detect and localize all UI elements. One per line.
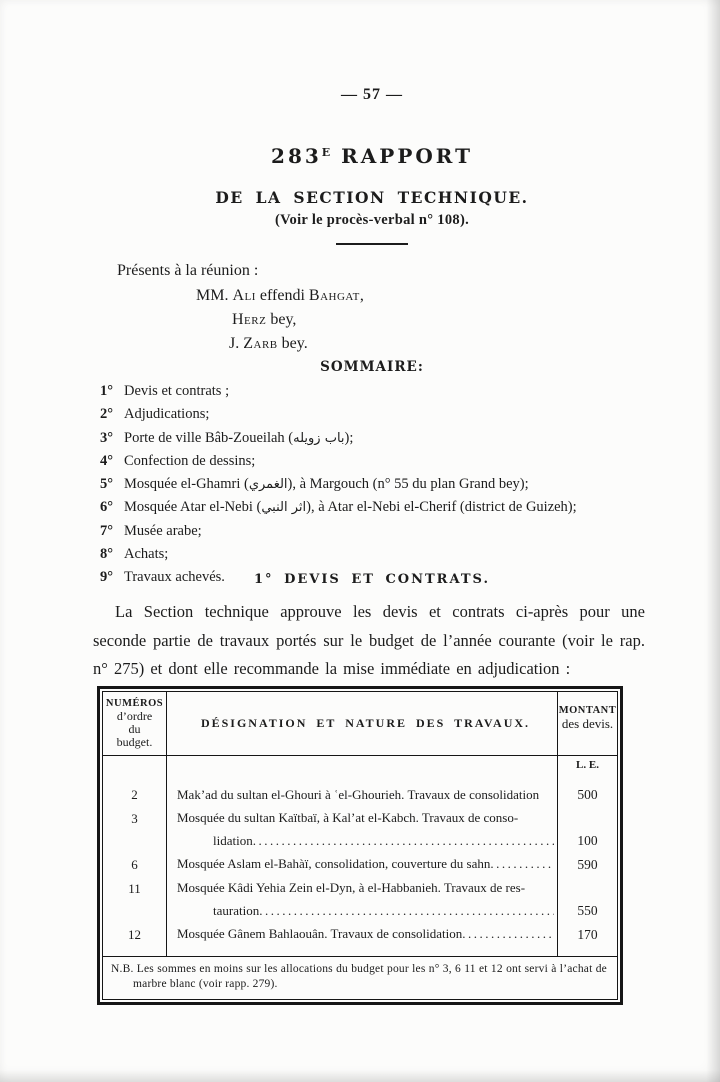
devis-table xyxy=(97,686,623,1005)
item-text: Devis et contrats ; xyxy=(124,383,230,399)
designation-text: Mosquée Kâdi Yehia Zein el-Dyn, à el-Habbanieh. Travaux de res- xyxy=(177,880,526,895)
item-text: ); xyxy=(344,429,354,446)
item-number: 4° xyxy=(100,452,114,469)
currency-subheader-row xyxy=(103,756,617,777)
dot-leader xyxy=(462,922,554,945)
header-line: budget. xyxy=(116,735,153,749)
sommaire-heading: SOMMAIRE: xyxy=(320,359,424,375)
dot-leader xyxy=(259,899,554,922)
designation-cell xyxy=(167,806,557,852)
table-row xyxy=(103,806,617,852)
item-arabic-text: باب زويله xyxy=(293,430,345,446)
item-text: Mosquée el-Ghamri ( xyxy=(124,476,249,493)
dot-leader xyxy=(490,852,554,875)
attendee-middle: effendi xyxy=(255,287,309,304)
column-header-montant xyxy=(557,692,617,756)
header-line: d’ordre xyxy=(116,709,153,723)
currency-label: L. E. xyxy=(557,756,617,777)
table-body xyxy=(103,777,617,956)
attendee-name: Zarb xyxy=(243,335,278,352)
report-title xyxy=(22,144,720,168)
sommaire-item xyxy=(100,380,660,403)
attendee-line xyxy=(229,335,308,353)
sommaire-item xyxy=(100,520,660,543)
attendee-name: Herz xyxy=(232,311,267,328)
attendee-suffix: , xyxy=(359,287,364,304)
sommaire-item xyxy=(100,543,660,566)
column-header-numeros xyxy=(103,692,167,756)
item-number: 2° xyxy=(100,406,114,423)
header-line: NUMÉROS xyxy=(105,698,164,709)
proces-verbal-reference: (Voir le procès-verbal n° 108). xyxy=(274,212,470,228)
sommaire-item xyxy=(100,473,660,496)
report-ordinal-superscript: E xyxy=(321,146,332,159)
header-line: des devis. xyxy=(561,716,614,731)
attendee-prefix: MM. xyxy=(196,287,233,304)
attendee-suffix: bey. xyxy=(277,335,308,352)
item-arabic-text: اثر النبي xyxy=(261,500,307,516)
table-header-row xyxy=(103,692,617,756)
attendee-line xyxy=(232,311,296,329)
amount-value: 170 xyxy=(557,922,617,956)
report-subtitle: DE LA SECTION TECHNIQUE. xyxy=(215,188,529,207)
attendee-suffix: bey, xyxy=(266,311,297,328)
sommaire-item xyxy=(100,450,660,473)
item-number: 5° xyxy=(100,476,114,493)
item-text: Travaux achevés. xyxy=(124,569,225,586)
empty-cell xyxy=(167,756,557,777)
item-number: 7° xyxy=(100,522,114,539)
table-row xyxy=(103,876,617,922)
amount-value: 100 xyxy=(557,806,617,852)
item-text: Musée arabe; xyxy=(124,522,202,539)
item-number: 6° xyxy=(100,499,114,516)
table-row xyxy=(103,852,617,876)
item-text: Confection de dessins; xyxy=(124,452,256,469)
dot-leader xyxy=(253,829,554,852)
amount-value: 500 xyxy=(557,777,617,806)
attendee-surname: Bahgat xyxy=(308,287,360,304)
table-row xyxy=(103,777,617,806)
sommaire-list xyxy=(100,380,660,590)
devis-table-inner xyxy=(102,691,618,1000)
scan-edge-shadow-bottom xyxy=(0,1070,720,1082)
budget-number: 6 xyxy=(103,852,167,876)
item-text: Porte de ville Bâb-Zoueilah ( xyxy=(124,429,294,446)
designation-cell xyxy=(167,852,557,876)
item-number: 8° xyxy=(100,546,114,563)
item-text: Mosquée Atar el-Nebi ( xyxy=(124,499,262,516)
report-title-word: RAPPORT xyxy=(341,144,473,168)
designation-text: Mosquée Aslam el-Bahàï, consolidation, couverture du sahn xyxy=(177,856,491,871)
scan-edge-shadow-right xyxy=(706,0,720,1082)
table-footnote: N.B. Les sommes en moins sur les allocations du budget pour les n° 3, 6 11 et 12 ont servi à l’achat de marbre blanc (voir rapp. 279). xyxy=(103,956,617,999)
empty-cell xyxy=(103,756,167,777)
header-line: MONTANT xyxy=(558,705,617,716)
attendee-name: Ali xyxy=(232,287,256,304)
item-text: Adjudications; xyxy=(124,406,210,423)
sommaire-item xyxy=(100,427,660,450)
divider-rule xyxy=(336,243,408,245)
item-number: 1° xyxy=(100,383,114,399)
designation-text: Mosquée du sultan Kaïtbaï, à Kal’at el-Kabch. Travaux de conso- xyxy=(177,810,519,825)
sommaire-item xyxy=(100,403,660,426)
designation-text: Mak’ad du sultan el-Ghouri à ʿel-Ghourieh. Travaux de consolidation xyxy=(177,787,540,802)
table-row xyxy=(103,922,617,956)
designation-text: Mosquée Gânem Bahlaouân. Travaux de consolidation xyxy=(177,926,463,941)
budget-number: 11 xyxy=(103,876,167,922)
amount-value: 590 xyxy=(557,852,617,876)
item-text: ), à Margouch (n° 55 du plan Grand bey); xyxy=(287,476,529,493)
attendees-intro: Présents à la réunion : xyxy=(117,262,259,279)
designation-text-continued: tauration xyxy=(213,903,260,918)
item-text: Achats; xyxy=(124,546,169,563)
report-number: 283 xyxy=(271,144,322,168)
intro-paragraph: La Section technique approuve les devis et contrats ci-après pour une seconde partie de travaux portés sur le budget de l’année courante (voir le rap. n° 275) et dont elle recommande la mise immédiate en adjudication : xyxy=(93,602,645,678)
header-line: du xyxy=(128,722,141,736)
item-arabic-text: الغمري xyxy=(248,477,288,493)
designation-cell xyxy=(167,922,557,956)
item-number: 3° xyxy=(100,429,114,446)
budget-number: 3 xyxy=(103,806,167,852)
attendee-line xyxy=(196,287,364,305)
budget-number: 2 xyxy=(103,777,167,806)
page-number: — 57 — xyxy=(341,86,403,103)
amount-value: 550 xyxy=(557,876,617,922)
item-text: ), à Atar el-Nebi el-Cherif (district de Guizeh); xyxy=(306,499,577,516)
item-number: 9° xyxy=(100,569,114,586)
attendee-prefix: J. xyxy=(229,335,244,352)
designation-text-continued: lidation xyxy=(213,833,253,848)
designation-cell xyxy=(167,876,557,922)
budget-number: 12 xyxy=(103,922,167,956)
designation-cell xyxy=(167,777,557,806)
section-heading: 1° DEVIS ET CONTRATS. xyxy=(254,572,490,587)
column-header-designation: DÉSIGNATION ET NATURE DES TRAVAUX. xyxy=(167,692,557,756)
sommaire-item xyxy=(100,496,660,519)
